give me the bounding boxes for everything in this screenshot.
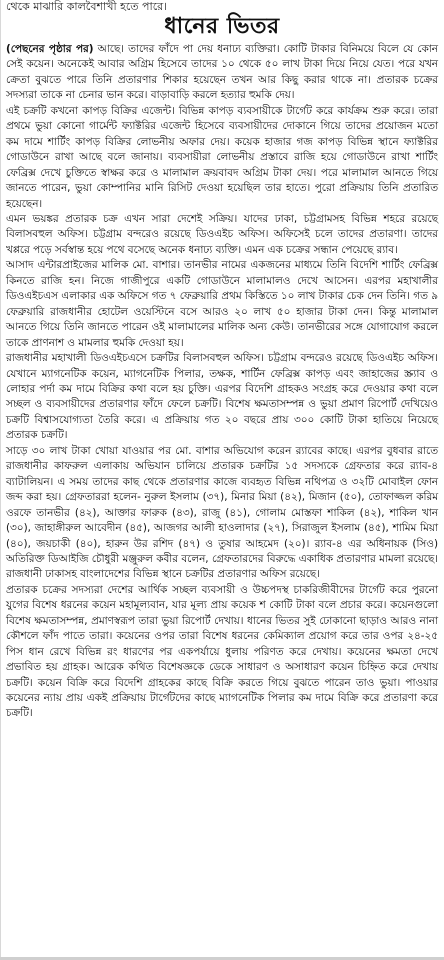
article-body	[6, 42, 438, 722]
truncated-previous-line: থেকে মাঝারি কালবৈশাখী হতে পারে।	[6, 0, 168, 13]
continuation-label: (পেছনের পৃষ্ঠার পর)	[6, 43, 94, 55]
article-paragraph: আসাদ এন্টারপ্রাইজের মালিক মো. বাশার। তানভীর নামের একজনের মাধ্যমে তিনি বিদেশি শার্টিং ফেব্রিক্স কিনতে রাজি হন। নিজে গাজীপুরে একটি গোডাউনে মালামালও দেখে আসেন। এরপর মহাখালীর ডিওএইচএস এলাকার এক অফিসে গত ৭ ফেব্রুয়ারি প্রথম কিস্তিতে ১০ লাখ টাকার চেক দেন তিনি। গত ৯ ফেব্রুয়ারি রাজধানীর হোটেল ওয়েস্টিনে বসে আরও ২০ লাখ ৫০ হাজার টাকা দেন। কিন্তু মালামাল আনতে গিয়ে তিনি জানতে পারেন ওই মালামালের মালিক অন্য কেউ। তানভীরের সঙ্গে যোগাযোগ করলে তাকে প্রাণনাশ ও মামলার হুমকি দেওয়া হয়।	[6, 259, 438, 349]
article-paragraph: প্রতারক চক্রের সদস্যরা দেশের আর্থিক সচ্ছল ব্যবসায়ী ও উচ্চপদস্থ চাকরিজীবীদের টার্গেট করে পুরনো যুগের বিশেষ ধরনের কয়েন মহামূল্যবান, যার মূল্য প্রায় কয়েক শ কোটি টাকা বলে প্রচার করে। কয়েনগুলো বিশেষ ক্ষমতাসম্পন্ন, প্রমাণস্বরূপ তারা ভুয়া রিপোর্ট দেখায়। ধানের ভিতর সুই ঢোকানো ছাড়াও আরও নানা কৌশলে ফাঁদ পাতে তারা। কয়েনের ওপর তারা বিশেষ ধরনের কেমিক্যাল প্রয়োগ করে তার ওপর ২৪-২৫ পিস ধান রেখে বিভিন্ন রং ধারণের পর একপর্যায়ে ধুলায় পরিণত করে দেখায়। কয়েনের ক্ষমতা দেখে প্রভাবিত হয় গ্রাহক। আরেক কথিত বিশেষজ্ঞকে ডেকে সাধারণ ও অসাধারণ কয়েন চিহ্নিত করে দেখায় চক্রটি। কয়েন বিক্রি করে বিদেশি গ্রাহকের কাছে বিক্রি করতে গিয়ে বুঝতে পারেন তাও ভুয়া। পাওয়ার কয়েনের ন্যায় প্রায় একই প্রক্রিয়ায় টার্গেটদের কাছে ম্যাগনেটিক পিলার কম দামে বিক্রি করে প্রতারণা করে চক্রটি।	[6, 583, 438, 720]
article-paragraph: এই চক্রটি কখনো কাপড় বিক্রির এজেন্ট। বিভিন্ন কাপড় ব্যবসায়ীকে টার্গেট করে কার্যক্রম শুরু করে। তারা প্রথমে ভুয়া কোনো গার্মেন্ট ফ্যাক্টরির এজেন্ট হিসেবে ব্যবসায়ীদের দোকানে গিয়ে তাদের প্রয়োজন মতো কম দামে শার্টিং কাপড় বিক্রির লোভনীয় অফার দেয়। কয়েক হাজার গজ কাপড় বিভিন্ন স্থানে ফ্যাক্টরির গোডাউনে রাখা আছে বলে জানায়। ব্যবসায়ীরা লোভনীয় প্রস্তাবে রাজি হয়ে গোডাউনে রাখা শার্টিং ফেব্রিক্স দেখে চুক্তিতে স্বাক্ষর করে ও মালামাল ক্রয়বাবদ অগ্রিম টাকা দেয়। পরে মালামাল আনতে গিয়ে জানতে পারেন, ভুয়া কোম্পানির মানি রিসিট দেওয়া হয়েছিল তার হাতে। পুরো প্রক্রিয়ায় তিনি প্রতারিত হয়েছেন।	[6, 104, 438, 210]
article-paragraph: রাজধানীর মহাখালী ডিওএইচএসে চক্রটির বিলাসবহুল অফিস। চট্টগ্রাম বন্দরেও রয়েছে ডিওএইচ অফিস। যেখানে ম্যাগনেটিক কয়েন, ম্যাগনেটিক পিলার, তক্ষক, শার্টিন ফেব্রিক্স কাপড় এবং জাহাজের স্ক্র্যাব ও লোহার পর্দা কম দামে বিক্রির কথা বলে হয় চুক্তি। এরপর বিদেশি গ্রাহকও সংগ্রহ করে দেওয়ার কথা বলে সচ্ছল ও ব্যবসায়ীদের প্রতারণার ফাঁদে ফেলে চক্রটি। বিশেষ ক্ষমতাসম্পন্ন ও ভুয়া প্রমাণ রিপোর্ট দেখিয়েও চক্রটি বিশ্বাসযোগ্যতা তৈরি করে। এ প্রক্রিয়ায় গত ২০ বছরে প্রায় ৩০০ কোটি টাকা হাতিয়ে নিয়েছে প্রতারক চক্রটি।	[6, 352, 438, 442]
article-paragraph	[6, 42, 438, 104]
paragraph-text: আছে। তাদের ফাঁদে পা দেয় ধনাঢ্য ব্যক্তিরা। কোটি টাকার বিনিময়ে বিলে যে কোন সেই কয়েন। অনেকেই আবার অগ্রিম হিসেবে তাদের ১০ থেকে ৫০ লাখ টাকা দিয়ে নিয়ে যেত। পরে যখন ক্রেতা বুঝতে পারে তিনি প্রতারণার শিকার হয়েছেন তখন আর কিছু করার থাকে না। প্রতারক চক্রের সদস্যরা তাকে না চেনার ভান করে। বাড়াবাড়ি করলে হত্যার হুমকি দেয়।	[6, 43, 438, 102]
article-headline: ধানের ভিতর	[164, 14, 280, 39]
column-rule	[0, 0, 1, 960]
article-paragraph: সাড়ে ৩০ লাখ টাকা খোয়া যাওয়ার পর মো. বাশার অভিযোগ করেন র‌্যাবের কাছে। এরপর বুধবার রাতে রাজধানীর কাফরুল এলাকায় অভিযান চালিয়ে প্রতারক চক্রটির ১৫ সদস্যকে গ্রেফতার করে র‌্যাব-৪ ব্যাটালিয়ন। এ সময় তাদের কাছ থেকে প্রতারণার কাজে ব্যবহৃত বিভিন্ন নথিপত্র ও ৩২টি মোবাইল ফোন জব্দ করা হয়। গ্রেফতাররা হলেন- নুরুল ইসলাম (৩৭), মিনার মিয়া (৪২), মিজান (৫০), তোফাজ্জল করিম ওরফে তানভীর (৪২), আক্তার ফারুক (৪৩), রাজু (৪১), গোলাম মোস্তফা শাকিল (৪২), শাকিল খান (৩০), জাহাঙ্গীরুল আবেদীন (৪৫), আজগর আলী হাওলাদার (২৭), সিরাজুল ইসলাম (৪৫), শামিম মিয়া (৪০), জয়চাকী (৪০), হারুন উর রশিদ (৪৭) ও তুষার আহমেদ (২০)। র‌্যাব-৪ এর অধিনায়ক (সিও) অতিরিক্ত ডিআইজি চৌধুরী মঞ্জুরুল কবীর বলেন, গ্রেফতারদের বিরুদ্ধে একাধিক প্রতারণার মামলা রয়েছে। রাজধানী ঢাকাসহ বাংলাদেশের বিভিন্ন স্থানে চক্রটির প্রতারণার অফিস রয়েছে।	[6, 444, 438, 581]
article-paragraph: এমন ভয়ঙ্কর প্রতারক চক্র এখন সারা দেশেই সক্রিয়। যাদের ঢাকা, চট্টগ্রামসহ বিভিন্ন শহরে রয়েছে বিলাসবহুল অফিস। চট্টগ্রাম বন্দরেও রয়েছে ডিওএইচ অফিস। অফিসেই চলে তাদের প্রতারণা। তাদের খপ্পরে পড়ে সর্বস্বান্ত হয়ে পথে বসেছে অনেক ধনাঢ্য ব্যক্তি। এমন এক চক্রের সন্ধান পেয়েছে র‌্যাব।	[6, 212, 438, 256]
